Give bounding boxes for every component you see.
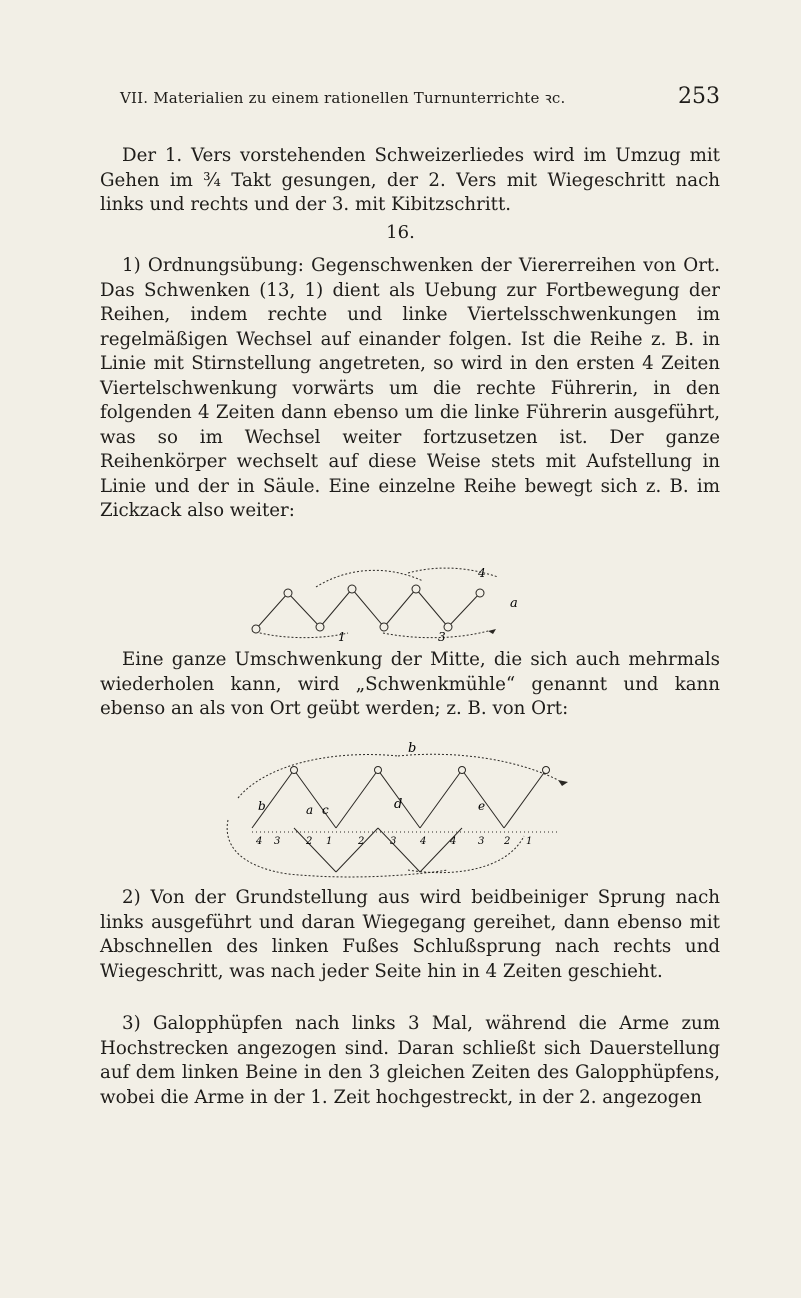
mill-ray (294, 828, 336, 872)
mill-arrow-head (558, 780, 568, 786)
zigzag-pivot-circle (252, 625, 260, 633)
zigzag-diagram (248, 563, 568, 643)
mill-ray (504, 770, 546, 828)
mill-ray (294, 770, 336, 828)
zigzag-pivot-circle (284, 589, 292, 597)
zigzag-segment (448, 593, 480, 627)
mill-label-a: a (306, 803, 314, 817)
mill-label-d: d (394, 797, 403, 812)
paragraph-1-block (100, 254, 720, 524)
zigzag-segment (352, 589, 384, 627)
zigzag-segment (416, 589, 448, 627)
zigzag-pivot-circle (380, 623, 388, 631)
zigzag-pivot-circle (348, 585, 356, 593)
mill-pivot-circle (291, 767, 298, 774)
mill-ray (378, 828, 420, 872)
mill-mark: 2 (358, 836, 365, 847)
zigzag-label-1: 1 (338, 630, 346, 643)
paragraph-3-block (100, 886, 720, 984)
paragraph-1: 1) Ordnungsübung: Gegenschwenken der Viererreihen von Ort. Das Schwenken (13, 1) dient als Uebung zur Fortbewegung der Reihen, indem rechte und linke Viertelsschwenkungen im regelmäßigen Wechsel auf einander folgen. Ist die Reihe z. B. in Linie mit Stirnstellung angetreten, so wird in den ersten 4 Zeiten Viertelschwenkung vorwärts um die rechte Führerin, in den folgenden 4 Zeiten dann ebenso um die linke Führerin ausgeführt, was so im Wechsel weiter fortzusetzen ist. Der ganze Reihenkörper wechselt auf diese Weise stets mit Aufstellung in Linie und der in Säule. Eine einzelne Reihe bewegt sich z. B. im Zickzack also weiter: (100, 255, 720, 521)
mill-mark: 4 (450, 836, 457, 847)
mill-ray (420, 828, 462, 872)
schwenkmuehle-figure (208, 740, 628, 880)
mill-ray (336, 770, 378, 828)
zigzag-pivot-circle (316, 623, 324, 631)
mill-mark: 4 (420, 836, 427, 847)
paragraph-4: 3) Galopphüpfen nach links 3 Mal, während die Arme zum Hochstrecken angezogen sind. Daran schließt sich Dauerstellung auf dem linken Beine in den 3 gleichen Zeiten des Galopphüpfens, wobei die Arme in der 1. Zeit hochgestreckt, in der 2. angezogen (100, 1013, 720, 1108)
mill-mark: 3 (478, 836, 485, 847)
mill-mark: 4 (256, 836, 263, 847)
mill-pivot-circle (375, 767, 382, 774)
mill-mark: 2 (306, 836, 313, 847)
zigzag-pivot-circle (412, 585, 420, 593)
paragraph-4-block (100, 1012, 720, 1110)
zigzag-bottom-arc-right (383, 631, 488, 638)
schwenkmuehle-diagram (208, 740, 628, 880)
running-head-title: VII. Materialien zu einem rationellen Turnunterrichte ꝛc. (120, 89, 566, 107)
zigzag-label-4: 4 (478, 566, 486, 580)
mill-mark: 3 (274, 836, 281, 847)
mill-mark: 1 (326, 836, 333, 847)
paragraph-3: 2) Von der Grundstellung aus wird beidbeiniger Sprung nach links ausgeführt und daran Wiegegang gereihet, dann ebenso mit Abschnellen des linken Fußes Schlußsprung nach rechts und Wiegeschritt, was nach jeder Seite hin in 4 Zeiten geschieht. (100, 887, 720, 982)
paragraph-2: Eine ganze Umschwenkung der Mitte, die sich auch mehrmals wiederholen kann, wird „Schwenkmühle“ genannt und kann ebenso an als von Ort geübt werden; z. B. von Ort: (100, 649, 720, 719)
zigzag-segment (256, 593, 288, 629)
mill-ray (420, 770, 462, 828)
zigzag-pivot-circle (476, 589, 484, 597)
zigzag-top-arc-left (316, 570, 423, 587)
page-number: 253 (678, 84, 720, 109)
mill-ray (336, 828, 378, 872)
mill-label-b: b (258, 799, 266, 813)
zigzag-bottom-arc-left (252, 631, 348, 638)
intro-paragraph-block (100, 144, 720, 218)
zigzag-figure (248, 563, 568, 643)
zigzag-segment (320, 589, 352, 627)
zigzag-arrow-head (488, 629, 496, 634)
zigzag-label-3: 3 (438, 630, 446, 643)
mill-pivot-circle (543, 767, 550, 774)
intro-paragraph: Der 1. Vers vorstehenden Schweizerliedes wird im Umzug mit Gehen im ¾ Takt gesungen, der 2. Vers mit Wiegeschritt nach links und rechts und der 3. mit Kibitzschritt. (100, 145, 720, 215)
mill-top-arc (398, 754, 558, 780)
running-head (100, 84, 720, 114)
mill-mark: 1 (526, 836, 533, 847)
mill-label-top: b (408, 741, 417, 756)
zigzag-segment (288, 593, 320, 627)
zigzag-segment (384, 589, 416, 627)
mill-mark: 2 (504, 836, 511, 847)
mill-pivot-circle (459, 767, 466, 774)
mill-bottom-arc (227, 820, 448, 877)
mill-label-c: c (322, 803, 329, 817)
zigzag-label-a: a (510, 596, 518, 611)
section-number: 16. (386, 222, 415, 243)
mill-mark: 3 (390, 836, 397, 847)
paragraph-2-block (100, 648, 720, 722)
mill-label-e: e (478, 799, 486, 813)
